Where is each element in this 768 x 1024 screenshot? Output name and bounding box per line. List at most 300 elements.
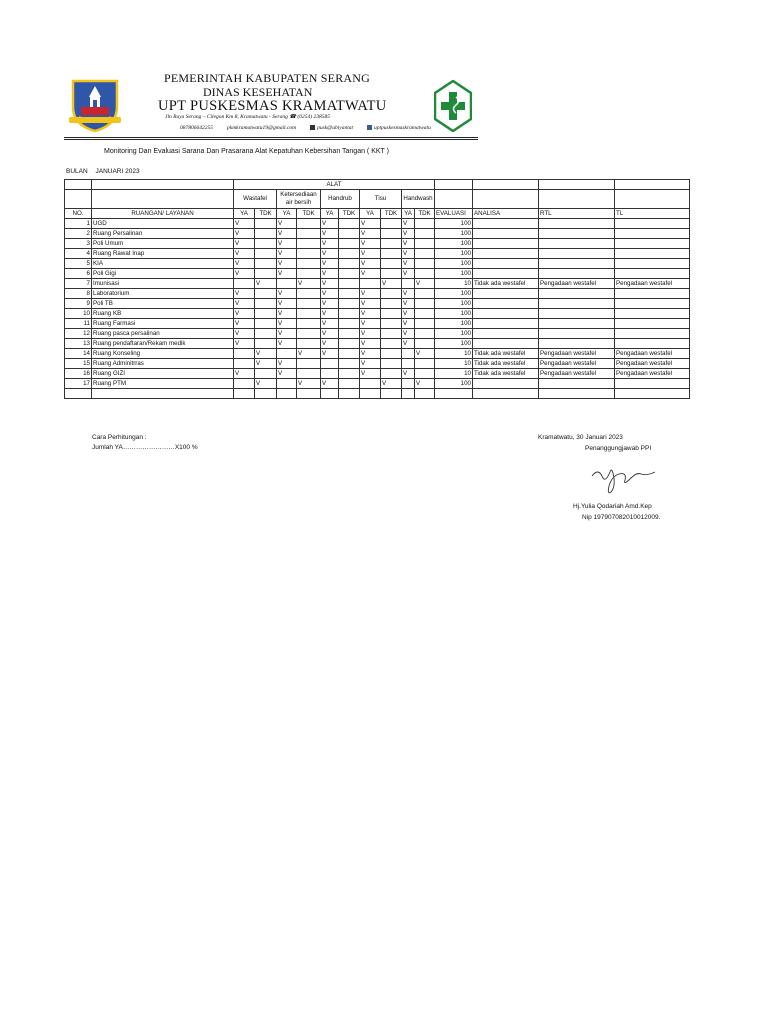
mark-ya: V [277, 219, 297, 229]
row-number: 10 [65, 309, 92, 319]
signer-nip: Nip 197907082010012009. [582, 514, 661, 521]
mark-tdk [297, 299, 321, 309]
row-tl: Pengadaan westafel [615, 359, 690, 369]
header-tool-handwash: Handwash [402, 190, 435, 209]
row-number: 12 [65, 329, 92, 339]
serang-regency-emblem-icon [67, 77, 123, 133]
mark-ya: V [360, 339, 381, 349]
letterhead-divider [64, 137, 478, 138]
row-evaluasi: 100 [435, 309, 473, 319]
letterhead-department: DINAS KESEHATAN [203, 85, 313, 99]
mark-ya: V [277, 239, 297, 249]
mark-tdk [339, 249, 360, 259]
mark-tdk [255, 229, 277, 239]
row-analisa [473, 299, 539, 309]
mark-tdk [297, 369, 321, 379]
mark-ya: V [360, 229, 381, 239]
row-number: 1 [65, 219, 92, 229]
row-room: Poli Gigi [92, 269, 234, 279]
letterhead-address: Jln Raya Serang – Cilegon Km 8, Kramatwatu - Serang ☎ (0254) 238585 [165, 114, 330, 120]
document-title: Monitoring Dan Evaluasi Sarana Dan Prasarana Alat Kepatuhan Kebersihan Tangan ( KKT ) [104, 148, 389, 155]
empty-cell [255, 389, 277, 399]
mark-ya [277, 379, 297, 389]
mark-tdk [381, 299, 402, 309]
mark-tdk [255, 329, 277, 339]
empty-cell [415, 389, 435, 399]
facebook-icon [367, 125, 372, 130]
table-row [65, 219, 690, 229]
row-rtl [539, 309, 615, 319]
mark-ya [402, 379, 415, 389]
mark-ya: V [321, 219, 339, 229]
mark-ya [360, 379, 381, 389]
row-room: Ruang KB [92, 309, 234, 319]
mark-tdk [339, 229, 360, 239]
mark-ya: V [321, 249, 339, 259]
mark-ya: V [321, 259, 339, 269]
mark-ya: V [321, 299, 339, 309]
row-rtl: Pengadaan westafel [539, 349, 615, 359]
mark-ya: V [360, 239, 381, 249]
row-evaluasi: 100 [435, 239, 473, 249]
mark-tdk [381, 229, 402, 239]
mark-ya: V [402, 369, 415, 379]
mark-ya [360, 279, 381, 289]
empty-cell [297, 389, 321, 399]
header-blank [615, 190, 690, 209]
row-analisa [473, 289, 539, 299]
mark-tdk [415, 269, 435, 279]
row-room: Ruang Konseling [92, 349, 234, 359]
row-tl [615, 289, 690, 299]
row-rtl: Pengadaan westafel [539, 279, 615, 289]
mark-tdk [381, 289, 402, 299]
header-blank [473, 180, 539, 190]
row-analisa [473, 309, 539, 319]
header-tool-air-bersih: Ketersediaan air bersih [277, 190, 321, 209]
mark-tdk [415, 339, 435, 349]
header-ya: YA [402, 209, 415, 219]
mark-ya: V [321, 309, 339, 319]
mark-tdk [297, 289, 321, 299]
mark-tdk [297, 229, 321, 239]
mark-ya [321, 359, 339, 369]
table-row [65, 329, 690, 339]
mark-tdk [297, 309, 321, 319]
mark-ya: V [402, 229, 415, 239]
header-row-group [65, 180, 690, 190]
mark-ya: V [234, 259, 255, 269]
mark-ya: V [321, 229, 339, 239]
table-row [65, 319, 690, 329]
table-row [65, 369, 690, 379]
header-blank [92, 180, 234, 190]
mark-tdk [415, 309, 435, 319]
mark-tdk: V [297, 379, 321, 389]
mark-tdk [381, 259, 402, 269]
mark-ya: V [321, 339, 339, 349]
mark-tdk [415, 299, 435, 309]
mark-ya [402, 349, 415, 359]
row-room: Ruang Rawat Inap [92, 249, 234, 259]
row-rtl [539, 259, 615, 269]
mark-tdk [381, 329, 402, 339]
month-label: BULAN [66, 168, 88, 175]
row-rtl [539, 219, 615, 229]
header-tool-wastafel: Wastafel [234, 190, 277, 209]
mark-tdk [339, 319, 360, 329]
header-ya: YA [277, 209, 297, 219]
mark-tdk: V [297, 349, 321, 359]
empty-cell [277, 389, 297, 399]
row-tl [615, 299, 690, 309]
mark-ya: V [234, 239, 255, 249]
row-tl: Pengadaan westafel [615, 279, 690, 289]
row-rtl [539, 239, 615, 249]
mark-tdk [381, 349, 402, 359]
row-tl: Pengadaan westafel [615, 349, 690, 359]
mark-tdk [339, 259, 360, 269]
header-tdk: TDK [297, 209, 321, 219]
empty-cell [234, 389, 255, 399]
row-number: 5 [65, 259, 92, 269]
mark-tdk: V [415, 279, 435, 289]
mark-tdk [255, 269, 277, 279]
mark-ya: V [277, 329, 297, 339]
mark-ya: V [277, 229, 297, 239]
row-number: 16 [65, 369, 92, 379]
row-number: 4 [65, 249, 92, 259]
table-row [65, 259, 690, 269]
row-number: 11 [65, 319, 92, 329]
letterhead-email: pkmkramatwatu19@gmail.com [227, 125, 297, 131]
mark-tdk [255, 249, 277, 259]
mark-ya: V [360, 349, 381, 359]
mark-tdk [415, 239, 435, 249]
header-ya: YA [321, 209, 339, 219]
mark-ya: V [277, 299, 297, 309]
row-analisa [473, 269, 539, 279]
row-analisa: Tidak ada westafel [473, 369, 539, 379]
row-room: Poli Umum [92, 239, 234, 249]
row-evaluasi: 100 [435, 269, 473, 279]
header-tdk: TDK [415, 209, 435, 219]
mark-tdk [339, 369, 360, 379]
mark-ya: V [277, 339, 297, 349]
mark-ya: V [234, 339, 255, 349]
row-evaluasi: 100 [435, 339, 473, 349]
row-tl [615, 379, 690, 389]
mark-tdk [297, 359, 321, 369]
mark-tdk [415, 289, 435, 299]
mark-tdk [339, 279, 360, 289]
mark-ya: V [234, 289, 255, 299]
row-room: Ruang GIZI [92, 369, 234, 379]
month-value: JANUARI 2023 [95, 168, 140, 175]
mark-ya: V [360, 289, 381, 299]
mark-tdk [297, 319, 321, 329]
mark-ya: V [234, 249, 255, 259]
header-ya: YA [360, 209, 381, 219]
mark-tdk [297, 339, 321, 349]
mark-ya: V [360, 249, 381, 259]
mark-ya: V [402, 219, 415, 229]
mark-tdk [381, 359, 402, 369]
row-room: Ruang Adminitrras [92, 359, 234, 369]
row-tl [615, 259, 690, 269]
row-analisa [473, 319, 539, 329]
table-row [65, 359, 690, 369]
empty-cell [381, 389, 402, 399]
mark-tdk: V [297, 279, 321, 289]
mark-ya: V [402, 289, 415, 299]
signer-role: Penanggungjawab PPI [585, 445, 652, 452]
mark-ya: V [321, 329, 339, 339]
mark-tdk [339, 339, 360, 349]
table-row [65, 239, 690, 249]
mark-tdk [297, 219, 321, 229]
mark-tdk [255, 219, 277, 229]
mark-tdk [255, 339, 277, 349]
signer-name: Hj.Yulia Qodariah Amd.Kep [573, 503, 652, 510]
mark-tdk: V [255, 349, 277, 359]
mark-tdk [255, 319, 277, 329]
mark-tdk [415, 359, 435, 369]
row-rtl [539, 229, 615, 239]
mark-tdk [255, 289, 277, 299]
row-room: Ruang pasca persalinan [92, 329, 234, 339]
mark-ya: V [234, 329, 255, 339]
row-rtl [539, 289, 615, 299]
mark-ya [277, 349, 297, 359]
mark-ya: V [277, 309, 297, 319]
header-evaluasi: EVALUASI [435, 209, 473, 219]
row-number: 7 [65, 279, 92, 289]
mark-ya [402, 359, 415, 369]
row-tl [615, 339, 690, 349]
mark-tdk [255, 259, 277, 269]
table-row [65, 299, 690, 309]
mark-tdk: V [381, 379, 402, 389]
row-analisa [473, 379, 539, 389]
row-number: 17 [65, 379, 92, 389]
mark-tdk [381, 339, 402, 349]
mark-ya: V [402, 269, 415, 279]
monitoring-table [64, 179, 690, 399]
header-blank [539, 180, 615, 190]
mark-tdk [381, 309, 402, 319]
header-blank [65, 180, 92, 190]
row-rtl [539, 269, 615, 279]
mark-tdk [339, 219, 360, 229]
row-number: 9 [65, 299, 92, 309]
mark-tdk [415, 259, 435, 269]
mark-tdk [381, 369, 402, 379]
table-row [65, 349, 690, 359]
row-evaluasi: 100 [435, 329, 473, 339]
letterhead-government: PEMERINTAH KABUPATEN SERANG [164, 71, 371, 85]
mark-tdk [339, 329, 360, 339]
mark-ya: V [321, 349, 339, 359]
row-number: 13 [65, 339, 92, 349]
mark-ya: V [277, 319, 297, 329]
table-row [65, 229, 690, 239]
mark-tdk [381, 269, 402, 279]
row-evaluasi: 100 [435, 219, 473, 229]
row-analisa [473, 329, 539, 339]
row-room: Ruang pendaftaran/Rekam medik [92, 339, 234, 349]
row-room: Ruang Persalinan [92, 229, 234, 239]
header-tool-tisu: Tisu [360, 190, 402, 209]
mark-tdk [297, 249, 321, 259]
header-blank [539, 190, 615, 209]
mark-ya: V [321, 289, 339, 299]
row-tl: Pengadaan westafel [615, 369, 690, 379]
mark-tdk [381, 249, 402, 259]
row-evaluasi: 100 [435, 289, 473, 299]
row-evaluasi: 100 [435, 379, 473, 389]
header-ya: YA [234, 209, 255, 219]
mark-ya: V [321, 279, 339, 289]
letterhead-divider-thin [64, 139, 478, 140]
mark-tdk [339, 359, 360, 369]
mark-ya [234, 279, 255, 289]
row-evaluasi: 100 [435, 319, 473, 329]
mark-tdk [255, 369, 277, 379]
empty-cell [473, 389, 539, 399]
empty-cell [321, 389, 339, 399]
mark-tdk [415, 329, 435, 339]
mark-tdk [339, 269, 360, 279]
row-number: 14 [65, 349, 92, 359]
mark-ya: V [402, 329, 415, 339]
row-evaluasi: 10 [435, 279, 473, 289]
row-analisa: Tidak ada westafel [473, 359, 539, 369]
row-number: 3 [65, 239, 92, 249]
empty-cell [339, 389, 360, 399]
row-room: Imunisasi [92, 279, 234, 289]
mark-tdk [339, 289, 360, 299]
row-evaluasi: 100 [435, 299, 473, 309]
mark-tdk [255, 239, 277, 249]
header-blank [435, 190, 473, 209]
mark-ya: V [402, 309, 415, 319]
mark-tdk: V [255, 379, 277, 389]
mark-ya: V [360, 329, 381, 339]
mark-tdk: V [415, 349, 435, 359]
mark-ya: V [277, 359, 297, 369]
row-rtl [539, 379, 615, 389]
mark-ya: V [360, 359, 381, 369]
row-number: 15 [65, 359, 92, 369]
row-tl [615, 329, 690, 339]
mark-tdk [381, 219, 402, 229]
header-no: NO. [65, 209, 92, 219]
mark-ya [277, 279, 297, 289]
mark-ya: V [277, 289, 297, 299]
row-tl [615, 219, 690, 229]
mark-ya [234, 349, 255, 359]
mark-tdk [415, 369, 435, 379]
mark-ya: V [360, 219, 381, 229]
row-analisa [473, 239, 539, 249]
table-row-empty [65, 389, 690, 399]
mark-tdk [339, 299, 360, 309]
row-tl [615, 249, 690, 259]
mark-ya: V [321, 379, 339, 389]
table-row [65, 339, 690, 349]
row-rtl [539, 319, 615, 329]
mark-ya: V [360, 319, 381, 329]
letterhead-contacts [180, 125, 431, 131]
mark-ya: V [234, 309, 255, 319]
mark-ya [321, 369, 339, 379]
letterhead-phone: 087806642255 [180, 125, 213, 131]
mark-ya: V [234, 229, 255, 239]
mark-ya [234, 379, 255, 389]
row-room: KIA [92, 259, 234, 269]
mark-ya: V [277, 369, 297, 379]
row-room: Poli TB [92, 299, 234, 309]
mark-tdk [339, 309, 360, 319]
mark-ya [234, 359, 255, 369]
row-analisa [473, 339, 539, 349]
mark-tdk [339, 349, 360, 359]
mark-tdk [297, 239, 321, 249]
row-rtl [539, 339, 615, 349]
instagram-icon [310, 125, 315, 130]
table-row [65, 249, 690, 259]
mark-ya: V [321, 319, 339, 329]
empty-cell [615, 389, 690, 399]
mark-tdk [339, 379, 360, 389]
row-number: 8 [65, 289, 92, 299]
header-row-tools [65, 190, 690, 209]
row-evaluasi: 10 [435, 349, 473, 359]
row-tl [615, 319, 690, 329]
row-rtl [539, 249, 615, 259]
puskesmas-green-cross-icon [434, 80, 472, 132]
mark-ya: V [360, 259, 381, 269]
mark-tdk [415, 319, 435, 329]
row-tl [615, 269, 690, 279]
month-line [66, 168, 146, 175]
mark-ya: V [234, 319, 255, 329]
row-analisa [473, 249, 539, 259]
table-row [65, 309, 690, 319]
mark-tdk [297, 269, 321, 279]
mark-ya: V [234, 219, 255, 229]
row-rtl [539, 299, 615, 309]
table-row [65, 289, 690, 299]
row-rtl [539, 329, 615, 339]
mark-tdk: V [381, 279, 402, 289]
handwritten-signature-icon [588, 462, 660, 496]
header-blank [473, 190, 539, 209]
header-tdk: TDK [381, 209, 402, 219]
header-analisa: ANALISA [473, 209, 539, 219]
row-analisa: Tidak ada westafel [473, 349, 539, 359]
mark-tdk: V [415, 379, 435, 389]
mark-ya: V [277, 249, 297, 259]
mark-tdk [255, 309, 277, 319]
mark-tdk: V [255, 279, 277, 289]
mark-ya: V [277, 269, 297, 279]
mark-ya: V [402, 319, 415, 329]
empty-cell [539, 389, 615, 399]
mark-tdk [415, 249, 435, 259]
mark-tdk [415, 229, 435, 239]
